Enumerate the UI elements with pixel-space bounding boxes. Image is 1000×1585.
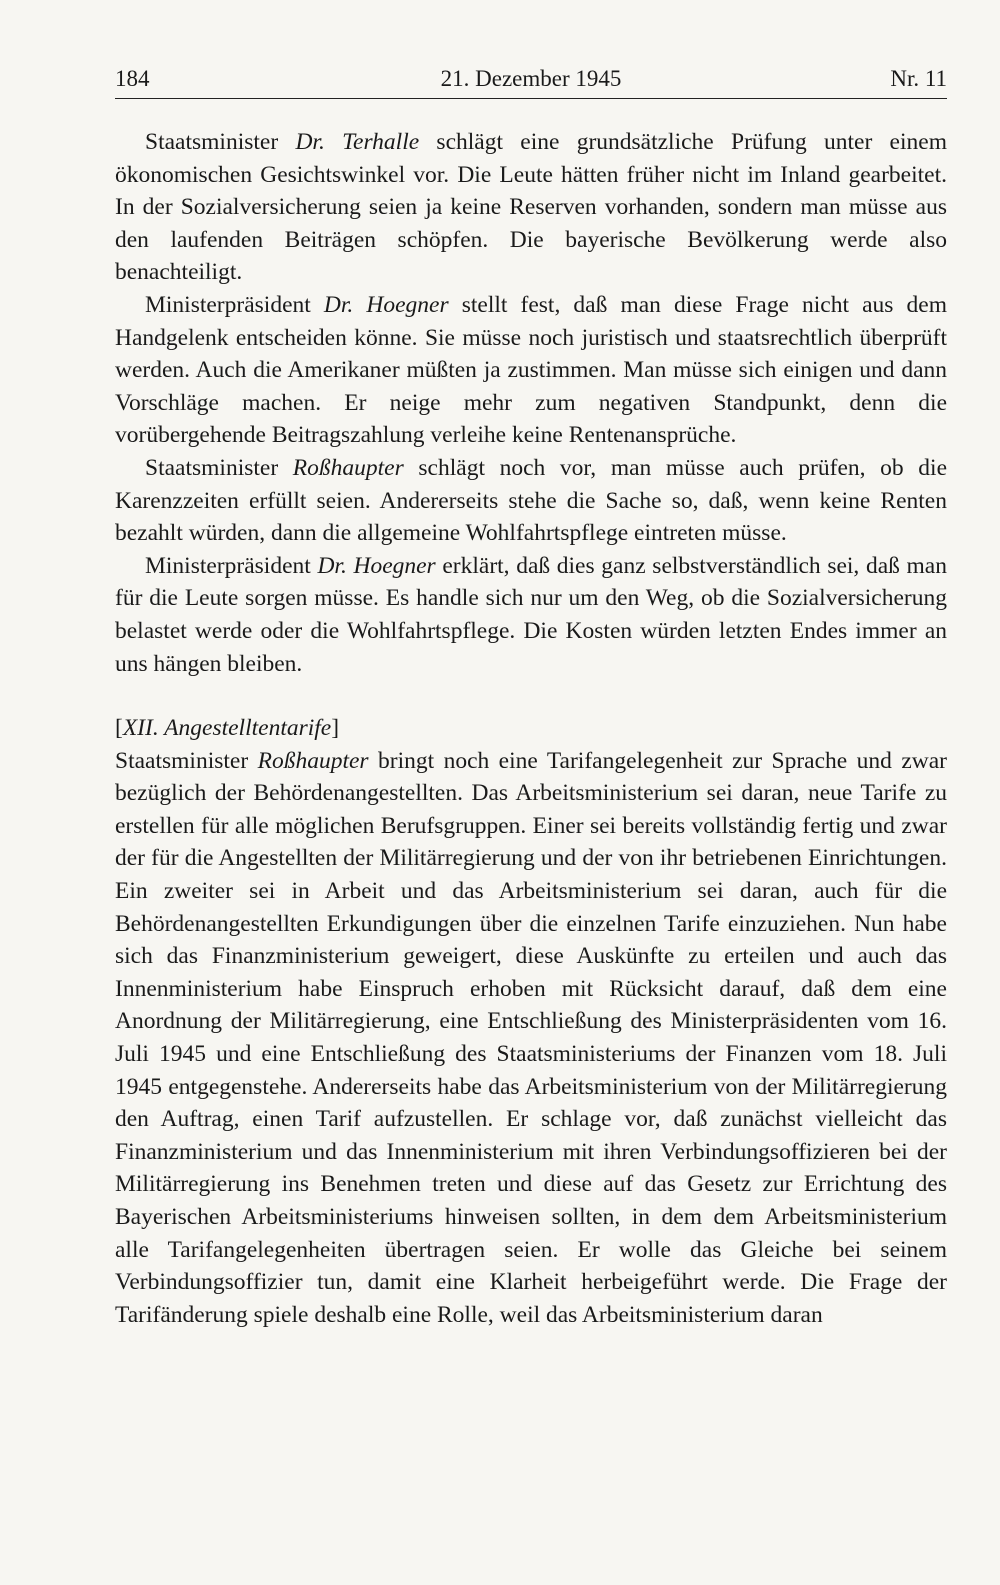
speaker-role: Staatsminister [145, 454, 293, 481]
paragraph-hoegner-2 [115, 550, 947, 680]
heading-open-bracket: [ [115, 715, 123, 742]
speaker-role: Staatsminister [145, 129, 296, 155]
speaker-name: Dr. Terhalle [295, 129, 420, 155]
speaker-role: Ministerpräsident [145, 291, 324, 318]
paragraph-text: bringt noch eine Tarifangelegenheit zur Sprache und zwar bezüglich der Behördenangestellten. Das Arbeitsministerium sei daran, neue Tarife zu erstellen für alle möglichen Berufsgruppen. Einer sei bereits vollständig fertig und zwar der für die Angestellten der Militärregierung und der von ihr betriebenen Einrichtungen. Ein zweiter sei in Arbeit und das Arbeitsministerium sei daran, auch für die Behördenangestellten Erkundigungen über die einzelnen Tarife einzuziehen. Nun habe sich das Finanzministerium geweigert, diese Auskünfte zu erteilen und auch das Innenministerium habe Einspruch erhoben mit Rücksicht darauf, daß dem eine Anordnung der Militärregierung, eine Entschließung des Ministerpräsidenten vom 16. Juli 1945 und eine Entschließung des Staatsministeriums der Finanzen vom 18. Juli 1945 entgegenstehe. Andererseits habe das Arbeitsministerium von der Militärregierung den Auftrag, einen Tarif aufzustellen. Er schlage vor, daß zunächst vielleicht das Finanzministerium und das Innenministerium mit ihren Verbindungsoffizieren bei der Militärregierung ins Benehmen treten und diese auf das Gesetz zur Errichtung des Bayerischen Arbeitsministeriums hinweisen sollten, in dem dem Arbeitsministerium alle Tarifangelegenheiten übertragen seien. Er wolle das Gleiche bei seinem Verbindungsoffizier tun, damit eine Klarheit herbeigeführt werde. Die Frage der Tarifänderung spiele deshalb eine Rolle, weil das Arbeitsministerium daran [115, 747, 947, 1328]
paragraph-terhalle [115, 126, 947, 289]
heading-close-bracket: ] [331, 715, 340, 742]
paragraph-text: erklärt, daß dies ganz selbstverständlich sei, daß man für die Leute sorgen müsse. Es handle sich nur um den Weg, ob die Sozialversicherung belastet werde oder die Wohlfahrtspflege. Die Kosten würden letzten Endes immer an uns hängen bleiben. [115, 552, 947, 677]
header-rule [115, 98, 947, 99]
header-date: 21. Dezember 1945 [440, 66, 622, 91]
issue-number: Nr. 11 [890, 66, 947, 91]
section-heading [115, 712, 947, 745]
speaker-role: Staatsminister [115, 747, 258, 774]
paragraph-text: schlägt eine grundsätzliche Prüfung unter einem ökonomischen Gesichtswinkel vor. Die Leute hätten früher nicht im Inland gearbeitet. In der Sozialversicherung seien ja keine Reserven vorhanden, sondern man müsse aus den laufenden Beiträgen schöpfen. Die bayerische Bevölkerung werde also benachteiligt. [115, 129, 947, 286]
heading-text: XII. Angestelltentarife [122, 715, 332, 742]
speaker-name: Dr. Hoegner [323, 291, 449, 318]
page-number: 184 [115, 66, 150, 91]
paragraph-hoegner-1 [115, 289, 947, 452]
paragraph-rosshaupter-2 [115, 745, 947, 1332]
document-body [115, 126, 947, 1331]
speaker-role: Ministerpräsident [145, 552, 318, 579]
page-header [115, 66, 947, 100]
paragraph-rosshaupter-1 [115, 452, 947, 550]
paragraph-text: schlägt noch vor, man müsse auch prüfen, ob die Karenzzeiten erfüllt seien. Andererseits stehe die Sache so, daß, wenn keine Renten bezahlt würden, dann die allgemeine Wohlfahrtspflege eintreten müsse. [115, 454, 947, 547]
speaker-name: Roßhaupter [257, 747, 369, 774]
paragraph-text: stellt fest, daß man diese Frage nicht aus dem Handgelenk entscheiden könne. Sie müsse noch juristisch und staatsrechtlich überprüft werden. Auch die Amerikaner müßten ja zustimmen. Man müsse sich einigen und dann Vorschläge machen. Er neige mehr zum negativen Standpunkt, denn die vorübergehende Beitragszahlung verleihe keine Rentenansprüche. [115, 291, 947, 449]
speaker-name: Dr. Hoegner [317, 552, 436, 579]
speaker-name: Roßhaupter [292, 454, 404, 481]
